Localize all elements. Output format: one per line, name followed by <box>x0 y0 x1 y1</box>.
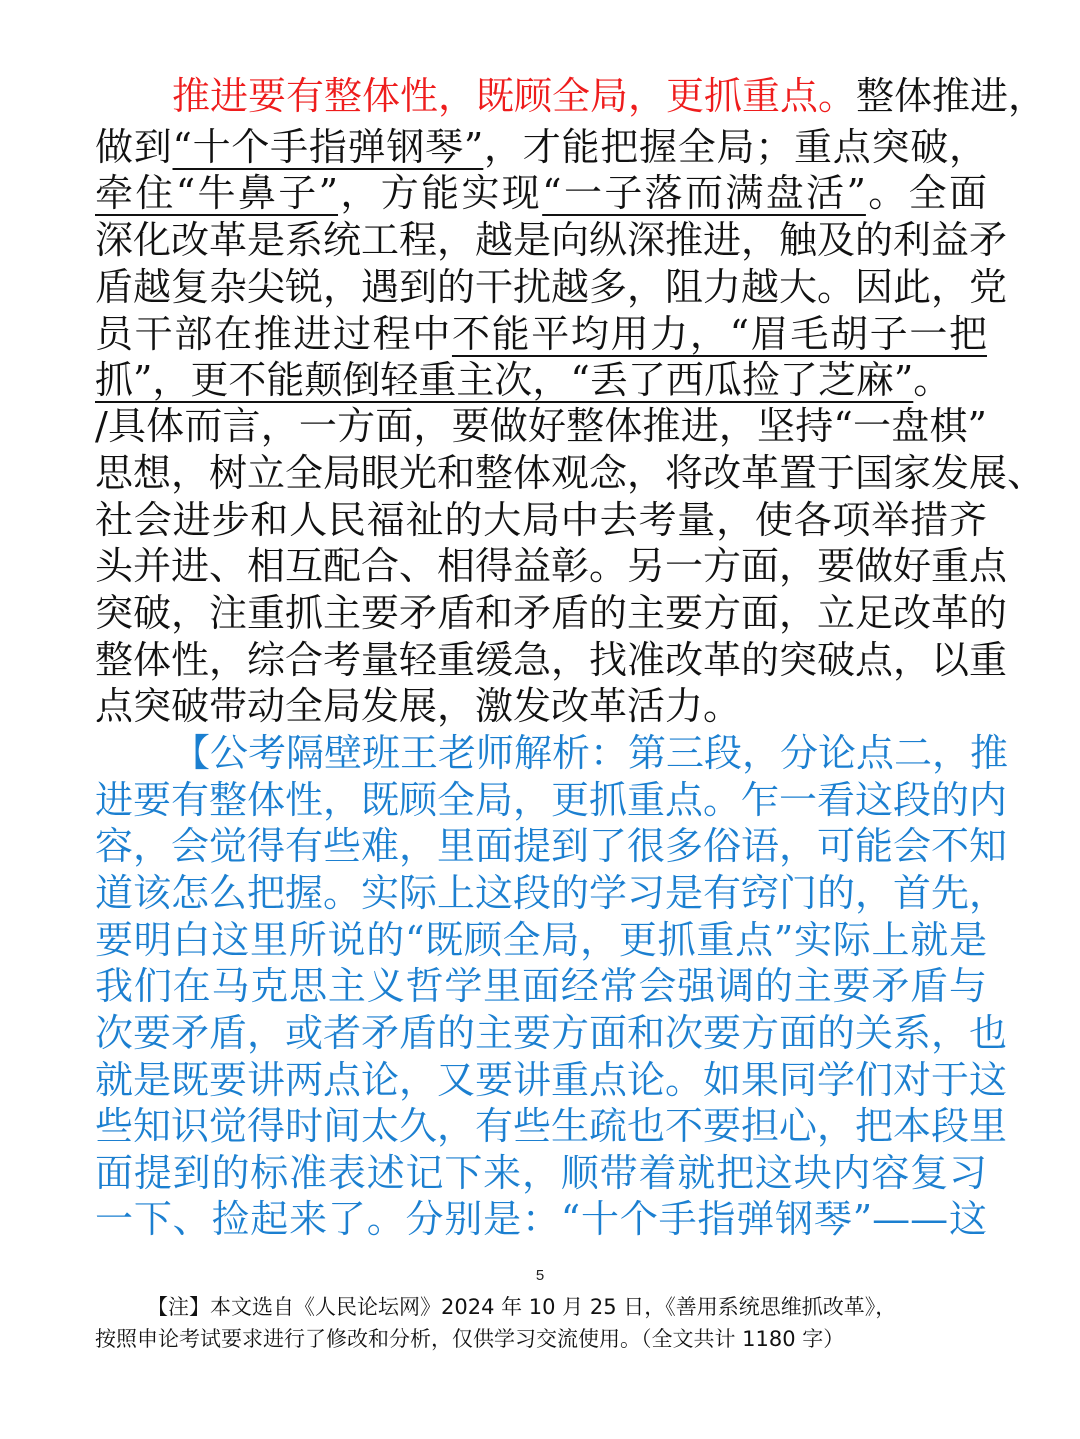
para1-line-10: 社会进步和人民福祉的大局中去考量，使各项举措齐 <box>95 498 987 542</box>
analysis-line-7: 次要矛盾，或者矛盾的主要方面和次要方面的关系，也 <box>95 1011 1008 1055</box>
para1-line-3: 牵住“牛鼻子”，方能实现“一子落而满盘活”。全面 <box>95 171 987 215</box>
page-number: 5 <box>535 1267 545 1284</box>
analysis-line-3: 容，会觉得有些难，里面提到了很多俗语，可能会不知 <box>95 824 1008 868</box>
analysis-line-11: 一下、捡起来了。分别是：“十个手指弹钢琴”——这 <box>95 1197 987 1241</box>
para1-line-14: 点突破带动全局发展，激发改革活力。 <box>95 684 742 728</box>
para1-line-6: 员干部在推进过程中不能平均用力，“眉毛胡子一把 <box>95 312 987 356</box>
para1-line-7: 抓”，更不能颠倒轻重主次，“丢了西瓜捡了芝麻”。 <box>95 358 952 402</box>
analysis-line-2: 进要有整体性，既顾全局，更抓重点。乍一看这段的内 <box>95 778 1008 822</box>
para1-line-13: 整体性，综合考量轻重缓急，找准改革的突破点，以重 <box>95 638 1008 682</box>
section-heading: 推进要有整体性，既顾全局，更抓重点。 <box>172 74 857 118</box>
analysis-line-4: 道该怎么把握。实际上这段的学习是有窍门的，首先， <box>95 871 1008 915</box>
analysis-line-9: 些知识觉得时间太久，有些生疏也不要担心，把本段里 <box>95 1104 1008 1148</box>
analysis-line-8: 就是既要讲两点论，又要讲重点论。如果同学们对于这 <box>95 1058 1008 1102</box>
para1-line-12: 突破，注重抓主要矛盾和矛盾的主要方面，立足改革的 <box>95 591 1008 635</box>
footnote-line-2: 按照申论考试要求进行了修改和分析，仅供学习交流使用。（全文共计 1180 字） <box>95 1327 845 1351</box>
para1-line-5: 盾越复杂尖锐，遇到的干扰越多，阻力越大。因此，党 <box>95 265 1008 309</box>
para1-line-8: /具体而言，一方面，要做好整体推进，坚持“一盘棋” <box>95 404 987 448</box>
underlined-phrase: 抓”，更不能颠倒轻重主次，“丢了西瓜捡了芝麻” <box>95 358 914 402</box>
underlined-phrase: 不能平均用力，“眉毛胡子一把 <box>451 312 987 356</box>
para1-line-11: 头并进、相互配合、相得益彰。另一方面，要做好重点 <box>95 544 1008 588</box>
para1-line-4: 深化改革是系统工程，越是向纵深推进，触及的利益矛 <box>95 218 1008 262</box>
underlined-quote: “十个手指弹钢琴” <box>172 125 484 169</box>
analysis-line-1: 【公考隔壁班王老师解析：第三段，分论点二，推 <box>172 731 1009 775</box>
para1-line-9: 思想，树立全局眼光和整体观念，将改革置于国家发展、 <box>95 451 1046 495</box>
para1-line-1: 推进要有整体性，既顾全局，更抓重点。整体推进， <box>172 74 1047 118</box>
footnote-line-1: 【注】本文选自《人民论坛网》2024 年 10 月 25 日，《善用系统思维抓改革》， <box>147 1295 897 1319</box>
analysis-line-5: 要明白这里所说的“既顾全局，更抓重点”实际上就是 <box>95 918 987 962</box>
underlined-quote: “一子落而满盘活” <box>542 171 866 215</box>
para1-line-2: 做到“十个手指弹钢琴”，才能把握全局；重点突破， <box>95 125 987 169</box>
analysis-line-6: 我们在马克思主义哲学里面经常会强调的主要矛盾与 <box>95 964 987 1008</box>
underlined-quote: 牵住“牛鼻子” <box>95 171 339 215</box>
analysis-line-10: 面提到的标准表述记下来，顺带着就把这块内容复习 <box>95 1151 987 1195</box>
